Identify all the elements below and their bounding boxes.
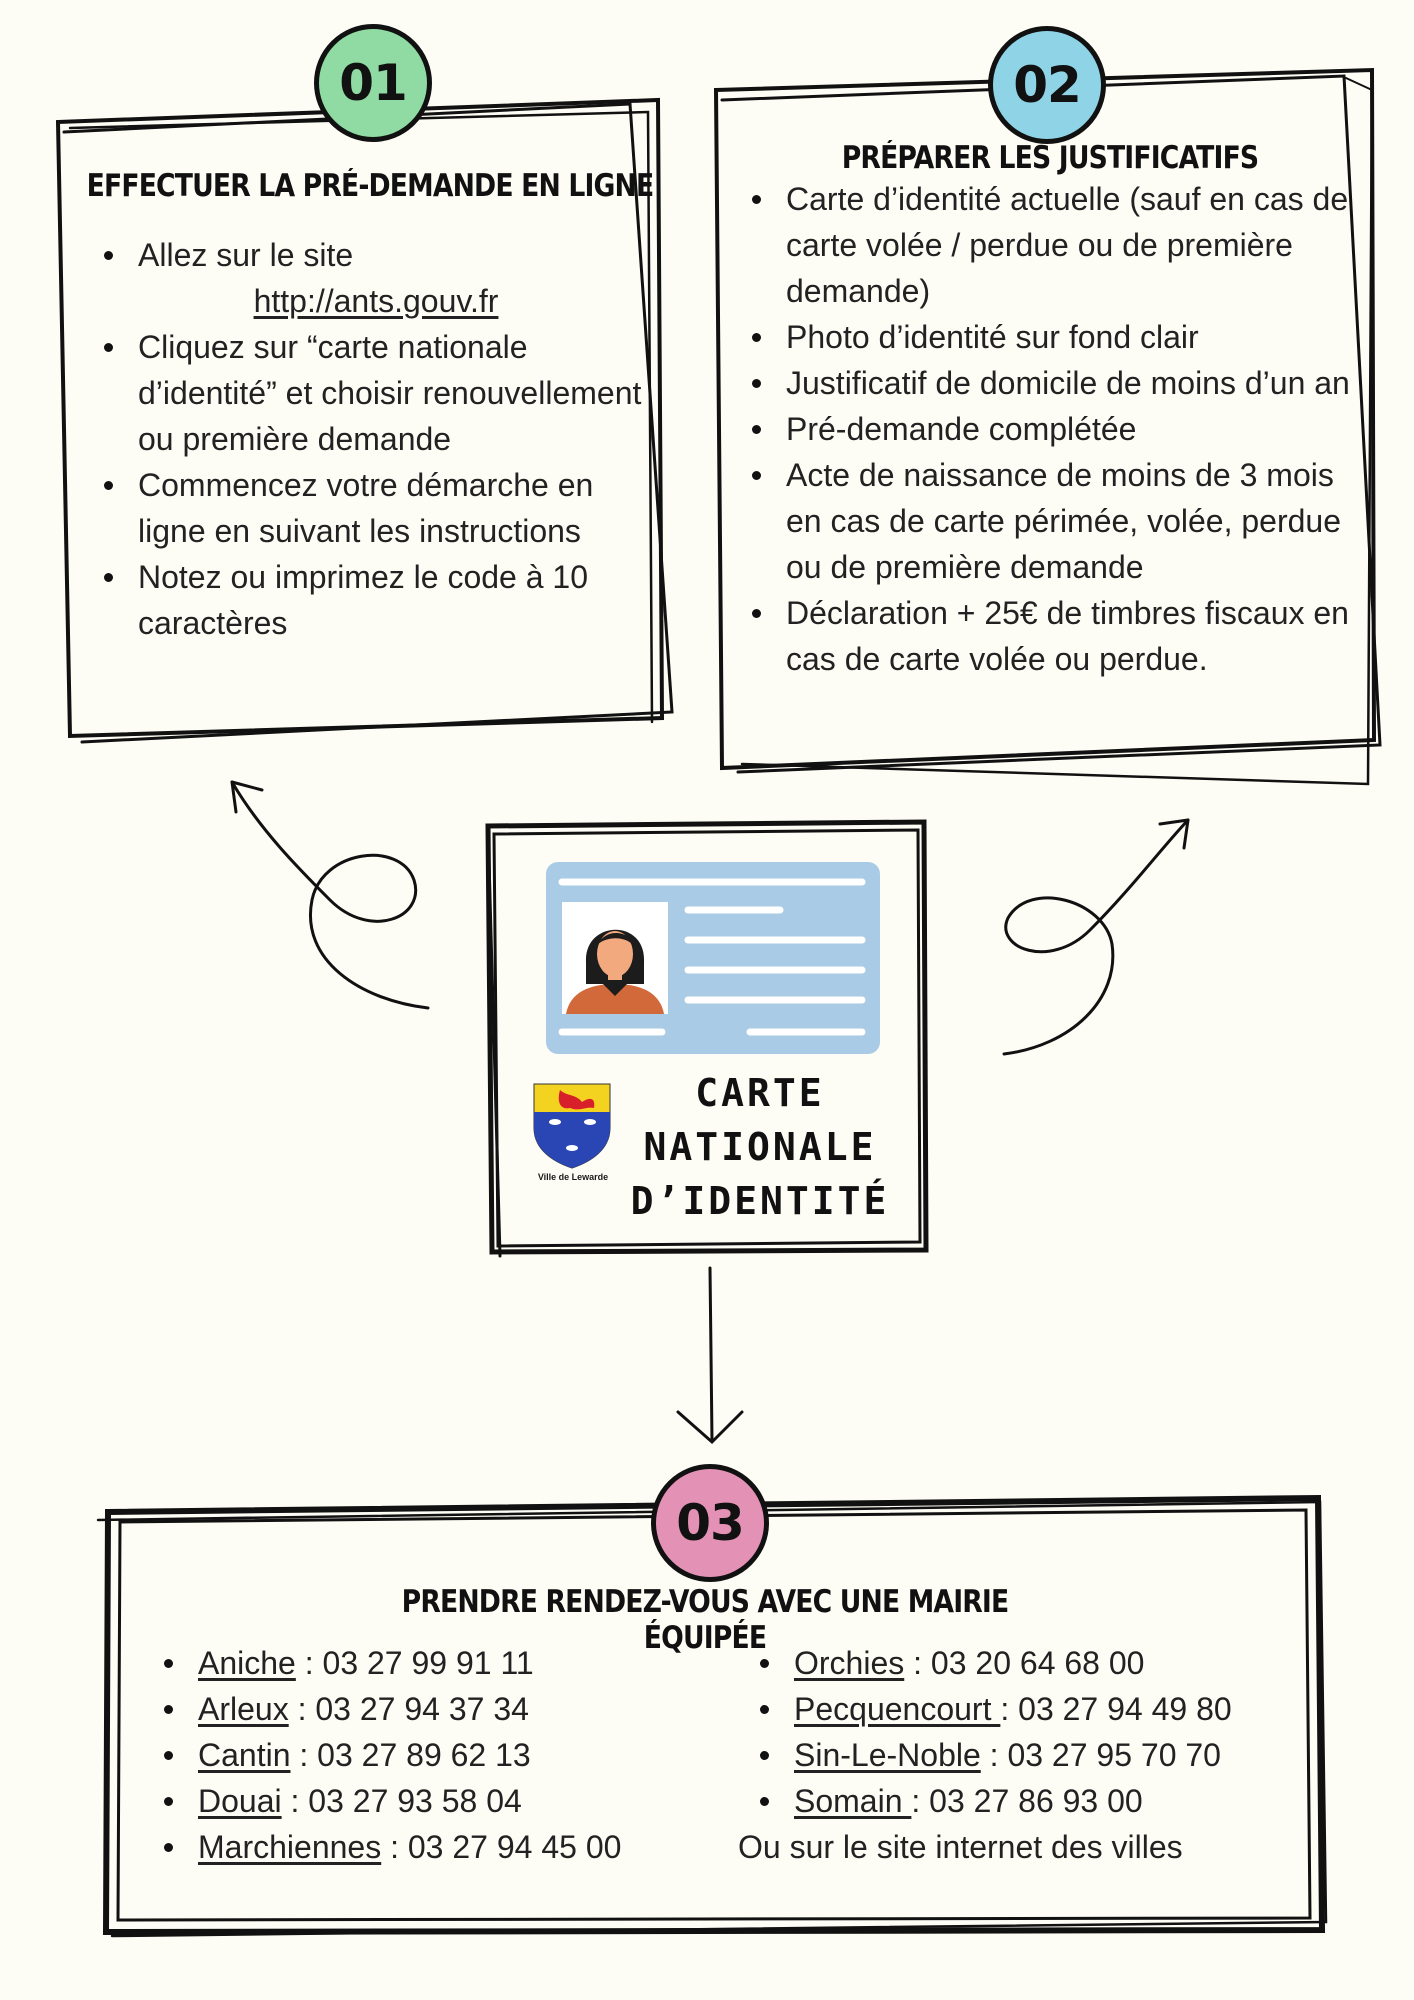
card-title-line-1: CARTE — [695, 1071, 825, 1115]
step-1-title: EFFECTUER LA PRÉ-DEMANDE EN LIGNE — [86, 168, 654, 204]
step-3-footer: Ou sur le site internet des villes — [738, 1829, 1183, 1865]
step-1-item: Notez ou imprimez le code à 10 caractères — [96, 554, 656, 646]
card-title-line-2: NATIONALE — [643, 1125, 877, 1169]
mairie-link-orchies[interactable]: Orchies — [794, 1645, 905, 1681]
step-1-item: Allez sur le site http://ants.gouv.fr — [96, 232, 656, 324]
step-1-item: Cliquez sur “carte nationale d’identité” et choisir renouvellement ou première demande — [96, 324, 656, 462]
step-2-item: Carte d’identité actuelle (sauf en cas de carte volée / perdue ou de première demande) — [744, 176, 1364, 314]
step-2-item: Déclaration + 25€ de timbres fiscaux en cas de carte volée ou perdue. — [744, 590, 1364, 682]
mairie-item: Pecquencourt : 03 27 94 49 80 — [752, 1686, 1292, 1732]
ants-link[interactable]: http://ants.gouv.fr — [253, 283, 499, 319]
mairie-link-somain[interactable]: Somain — [794, 1783, 912, 1819]
mairie-item: Douai : 03 27 93 58 04 — [156, 1778, 676, 1824]
mairie-item: Sin-Le-Noble : 03 27 95 70 70 — [752, 1732, 1292, 1778]
step-2-item: Acte de naissance de moins de 3 mois en cas de carte périmée, volée, perdue ou de première demande — [744, 452, 1364, 590]
mairie-item: Marchiennes : 03 27 94 45 00 — [156, 1824, 676, 1870]
step-2-item: Pré-demande complétée — [744, 406, 1364, 452]
step-3-badge: 03 — [651, 1464, 769, 1582]
mairie-link-sin-le-noble[interactable]: Sin-Le-Noble — [794, 1737, 981, 1773]
mairie-item: Arleux : 03 27 94 37 34 — [156, 1686, 676, 1732]
mairie-item: Aniche : 03 27 99 91 11 — [156, 1640, 676, 1686]
step-2-badge: 02 — [988, 26, 1106, 144]
mairie-link-pecquencourt[interactable]: Pecquencourt — [794, 1691, 1001, 1727]
mairie-item: Orchies : 03 20 64 68 00 — [752, 1640, 1292, 1686]
step-1-badge: 01 — [314, 24, 432, 142]
mairie-item: Somain : 03 27 86 93 00 — [752, 1778, 1292, 1824]
crest-caption: Ville de Lewarde — [537, 1172, 609, 1182]
step-2-item: Justificatif de domicile de moins d’un an — [744, 360, 1364, 406]
mairie-link-arleux[interactable]: Arleux — [198, 1691, 289, 1727]
step-3-title: PRENDRE RENDEZ-VOUS AVEC UNE MAIRIE ÉQUIPÉE — [401, 1584, 1009, 1656]
step-3-list-right — [752, 1640, 1292, 1824]
mairie-link-cantin[interactable]: Cantin — [198, 1737, 291, 1773]
step-2-title: PRÉPARER LES JUSTIFICATIFS — [841, 140, 1259, 176]
step-1-item: Commencez votre démarche en ligne en suivant les instructions — [96, 462, 656, 554]
mairie-link-marchiennes[interactable]: Marchiennes — [198, 1829, 382, 1865]
card-title-line-3: D’IDENTITÉ — [630, 1179, 890, 1223]
mairie-link-aniche[interactable]: Aniche — [198, 1645, 296, 1681]
mairie-link-douai[interactable]: Douai — [198, 1783, 282, 1819]
mairie-item: Cantin : 03 27 89 62 13 — [156, 1732, 676, 1778]
step-3-list-left — [156, 1640, 676, 1870]
step-2-item: Photo d’identité sur fond clair — [744, 314, 1364, 360]
